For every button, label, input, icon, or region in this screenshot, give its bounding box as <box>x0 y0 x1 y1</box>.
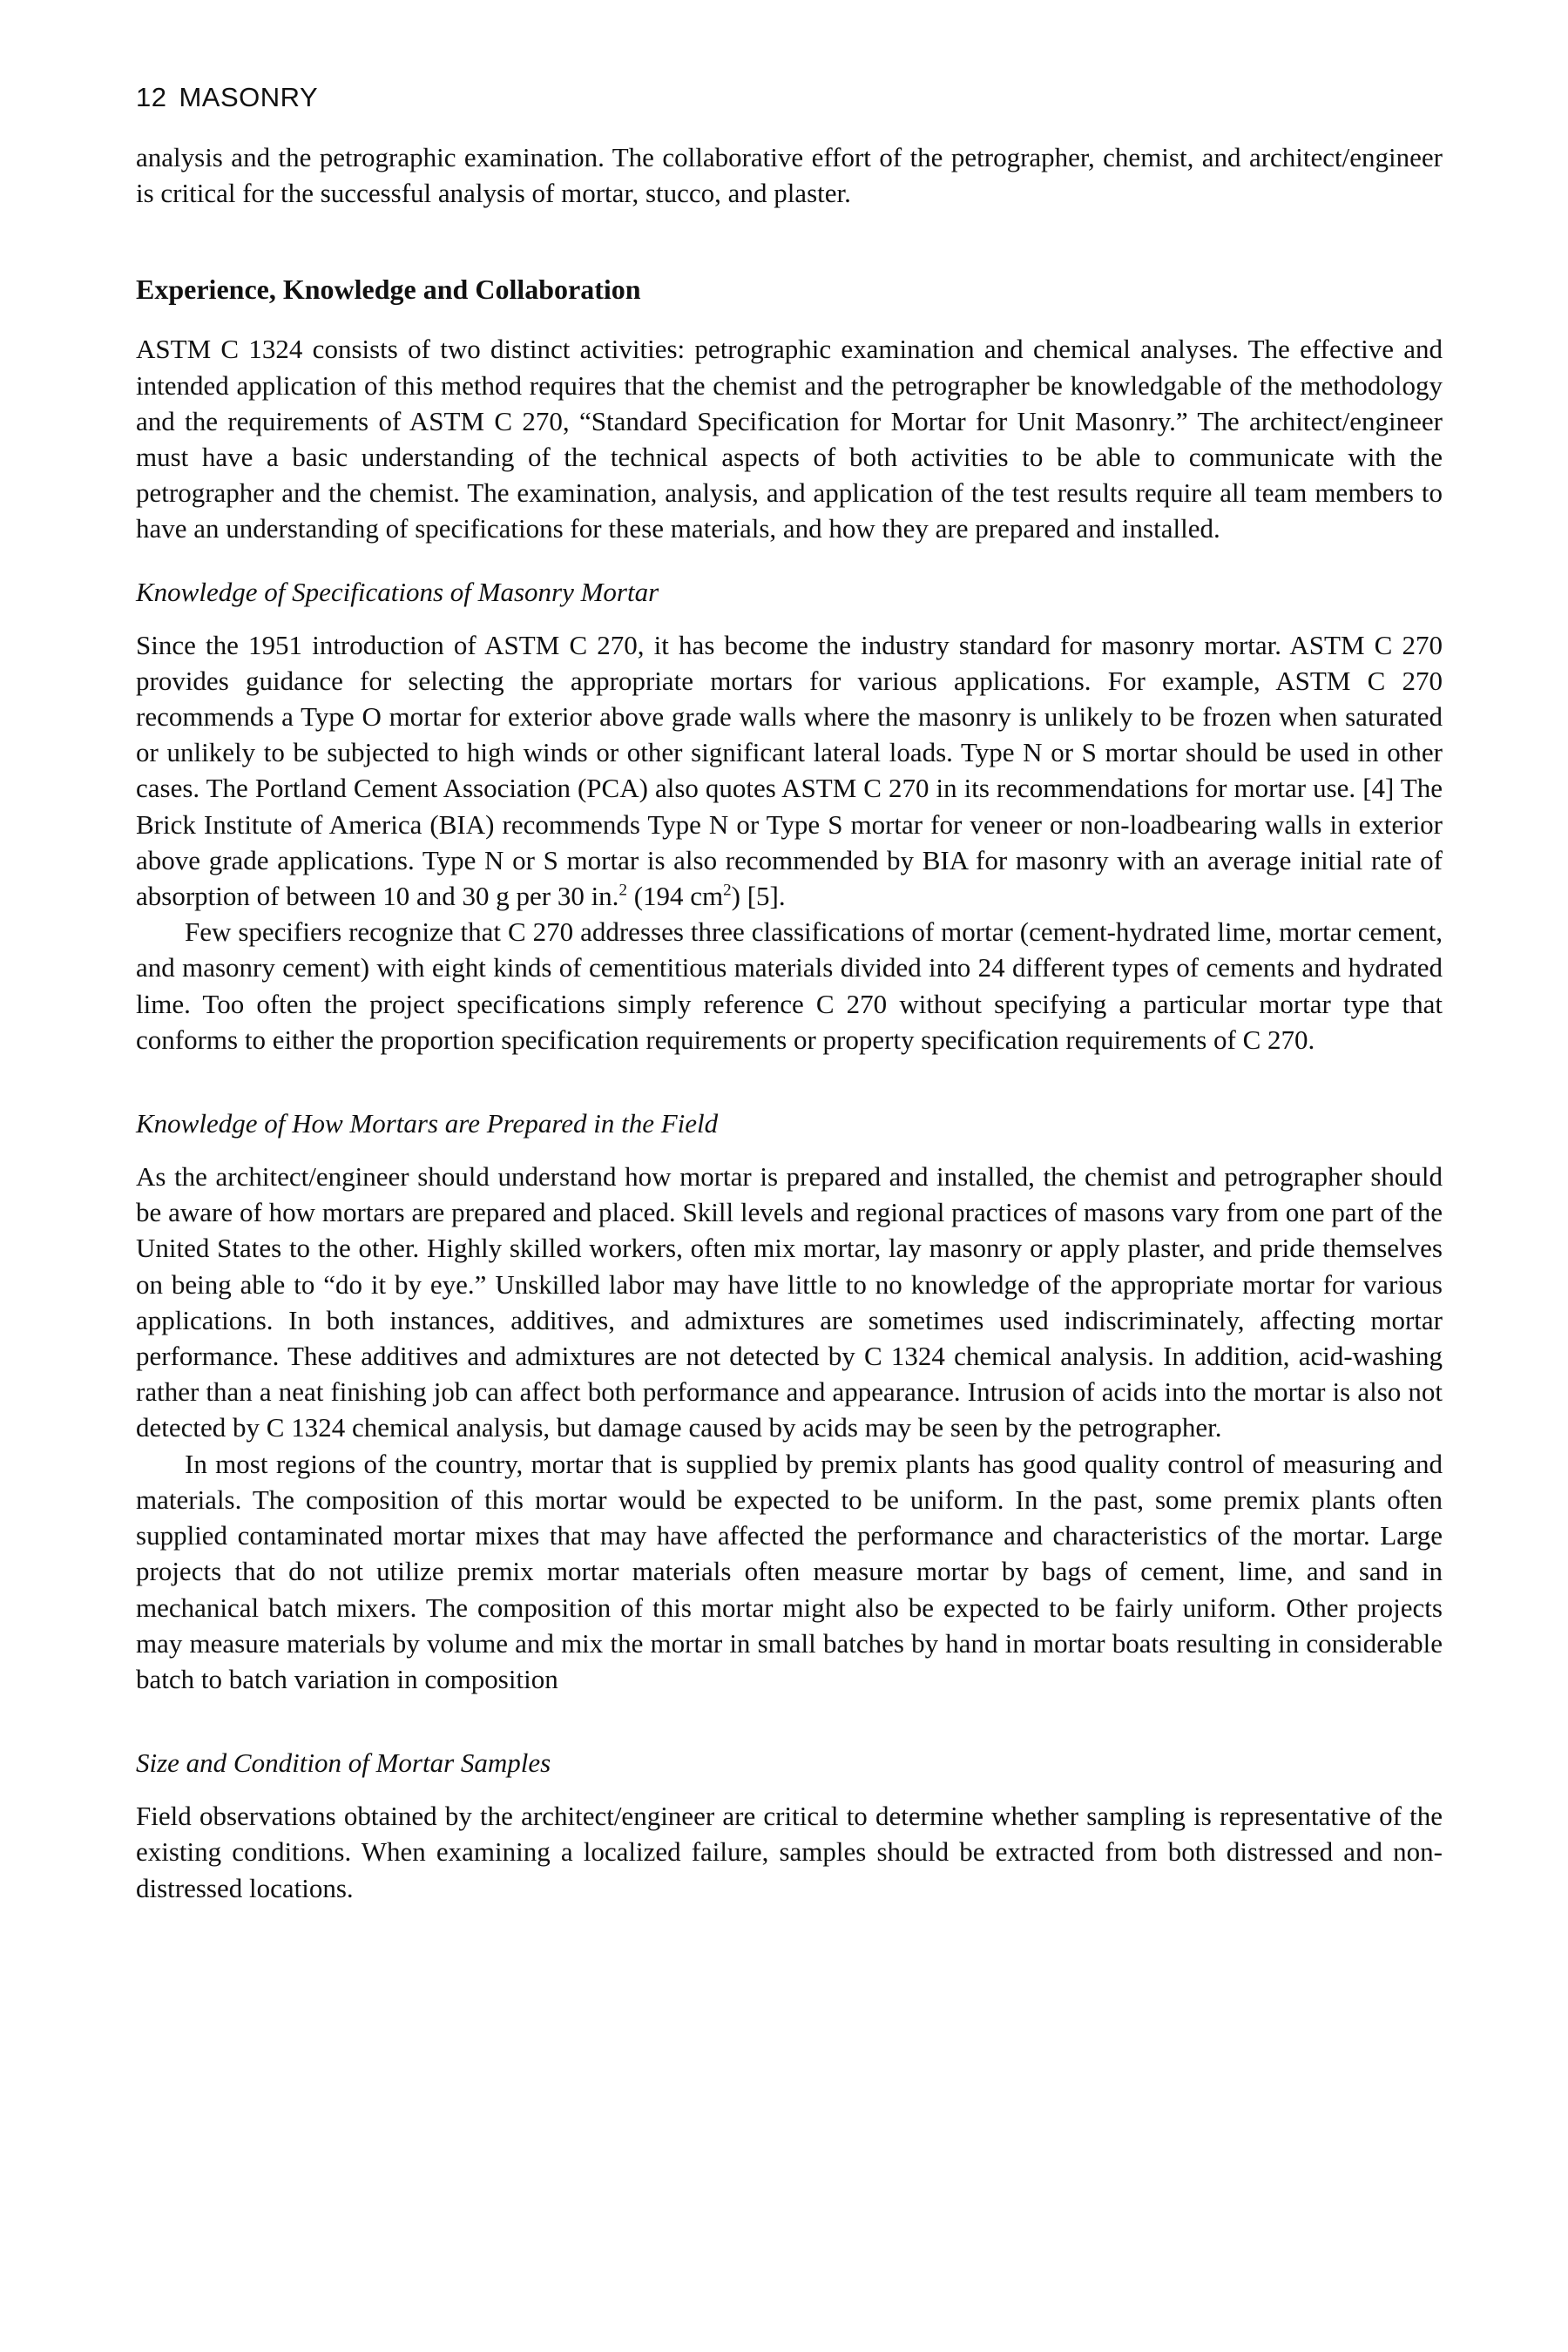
specifications-paragraph-2: Few specifiers recognize that C 270 addresses three classifications of mortar (cement-hydrated lime, mortar cement, and masonry cement) with eight kinds of cementitious materials divided into 24 different types of cements and hydrated lime. Too often the project specifications simply reference C 270 without specifying a particular mortar type that conforms to either the proportion specification requirements or property specification requirements of C 270. <box>136 916 1443 1055</box>
running-title: MASONRY <box>179 82 319 112</box>
section-heading-experience: Experience, Knowledge and Collaboration <box>136 274 641 306</box>
intro-paragraph: analysis and the petrographic examination. The collaborative effort of the petrographer, chemist, and architect/engineer is critical for the successful analysis of mortar, stucco, and plaster. <box>136 142 1443 209</box>
samples-paragraph: Field observations obtained by the architect/engineer are critical to determine whether sampling is representative of the existing conditions. When examining a localized failure, samples should be extracted from both distressed and non-distressed locations. <box>136 1801 1443 1903</box>
specifications-paragraph-1-text: Since the 1951 introduction of ASTM C 270, it has become the industry standard for masonry mortar. ASTM C 270 provides guidance for selecting the appropriate mortars for various applications. For example, ASTM C 270 recommends a Type O mortar for exterior above grade walls where the masonry is unlikely to be frozen when saturated or unlikely to be subjected to high winds or other significant lateral loads. Type N or S mortar should be used in other cases. The Portland Cement Association (PCA) also quotes ASTM C 270 in its recommendations for mortar use. [4] The Brick Institute of America (BIA) recommends Type N or Type S mortar for veneer or non-loadbearing walls in exterior above grade applications. Type N or S mortar is also recommended by BIA for masonry with an average initial rate of absorption of between 10 and 30 g per 30 in. <box>136 629 1443 912</box>
superscript-squared-in: 2 <box>618 881 627 900</box>
running-header <box>136 80 1443 115</box>
field-paragraph-2: In most regions of the country, mortar that is supplied by premix plants has good quality control of measuring and materials. The composition of this mortar would be expected to be uniform. In the past, some premix plants often supplied contaminated mortar mixes that may have affected the performance and characteristics of the mortar. Large projects that do not utilize premix mortar materials often measure mortar by bags of cement, lime, and sand in mechanical batch mixers. The composition of this mortar might also be expected to be fairly uniform. Other projects may measure materials by volume and mix the mortar in small batches by hand in mortar boats resulting in considerable batch to batch variation in composition <box>136 1448 1443 1694</box>
subsection-heading-field-preparation: Knowledge of How Mortars are Prepared in the Field <box>136 1108 719 1139</box>
subsection-heading-specifications: Knowledge of Specifications of Masonry Mortar <box>136 576 659 607</box>
field-paragraph-1: As the architect/engineer should understand how mortar is prepared and installed, the chemist and petrographer should be aware of how mortars are prepared and placed. Skill levels and regional practices of masons vary from one part of the United States to the other. Highly skilled workers, often mix mortar, lay masonry or apply plaster, and pride themselves on being able to “do it by eye.” Unskilled labor may have little to no knowledge of the appropriate mortar for various applications. In both instances, additives, and admixtures are sometimes used indiscriminately, affecting mortar performance. These additives and admixtures are not detected by C 1324 chemical analysis. In addition, acid-washing rather than a neat finishing job can affect both performance and appearance. Intrusion of acids into the mortar is also not detected by C 1324 chemical analysis, but damage caused by acids may be seen by the petrographer. <box>136 1161 1443 1443</box>
document-page <box>136 80 1443 1906</box>
superscript-squared-cm: 2 <box>723 881 732 900</box>
experience-paragraph: ASTM C 1324 consists of two distinct activities: petrographic examination and chemical analyses. The effective and intended application of this method requires that the chemist and the petrographer be knowledgable of the methodology and the requirements of ASTM C 270, “Standard Specification for Mortar for Unit Masonry.” The architect/engineer must have a basic understanding of the technical aspects of both activities to be able to communicate with the petrographer and the chemist. The examination, analysis, and application of the test results require all team members to have an understanding of specifications for these materials, and how they are prepared and installed. <box>136 334 1443 544</box>
specifications-paragraph-1 <box>136 627 1443 915</box>
specifications-paragraph-1-metric: (194 cm <box>626 881 724 912</box>
specifications-paragraph-1-end: ) [5]. <box>731 881 786 912</box>
page-number: 12 <box>136 82 167 112</box>
subsection-heading-samples: Size and Condition of Mortar Samples <box>136 1747 551 1779</box>
